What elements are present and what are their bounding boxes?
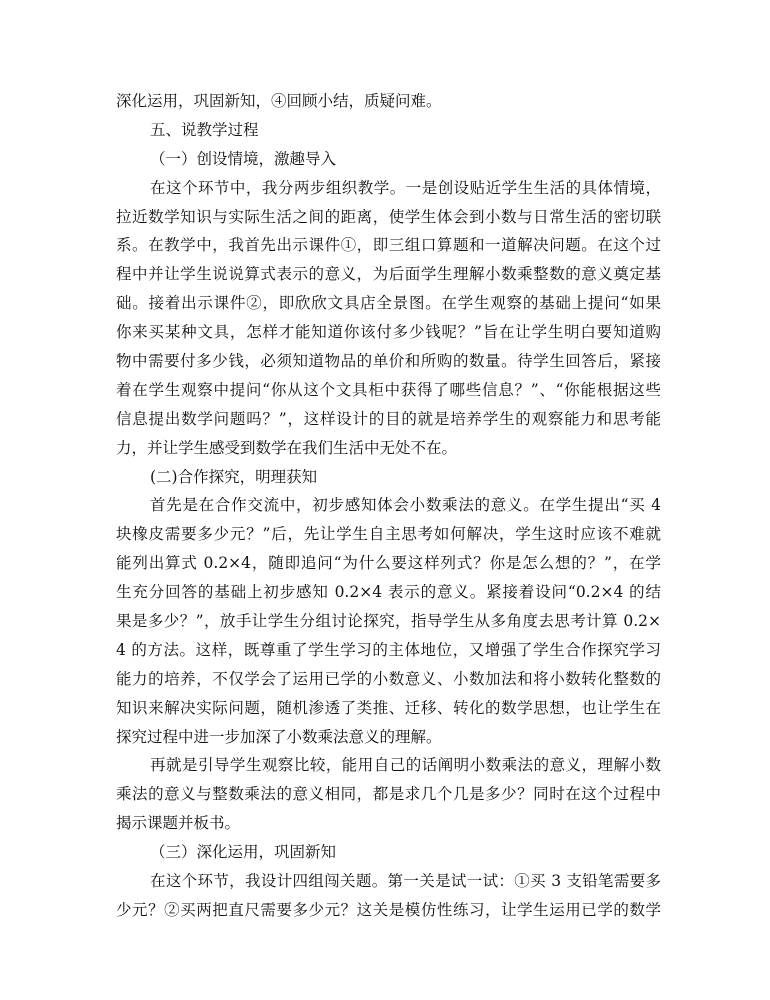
document-body xyxy=(116,87,661,925)
text-line: 块橡皮需要多少元？”后，先让学生自主思考如何解决，学生这时应该不难就 xyxy=(116,525,661,544)
text-line: 果是多少？”，放手让学生分组讨论探究，指导学生从多角度去思考计算 0.2× xyxy=(116,612,661,631)
subsection-heading: （三）深化运用，巩固新知 xyxy=(150,843,337,862)
text-line: 在这个环节，我设计四组闯关题。第一关是试一试：①买 3 支铅笔需要多 xyxy=(150,872,661,891)
text-line: 力，并让学生感受到数学在我们生活中无处不在。 xyxy=(116,438,458,457)
text-line: 4 的方法。这样，既尊重了学生学习的主体地位，又增强了学生合作探究学习 xyxy=(116,640,661,659)
subsection-heading: (二)合作探究，明理获知 xyxy=(150,467,318,486)
text-line: 物中需要付多少钱，必须知道物品的单价和所购的数量。待学生回答后，紧接 xyxy=(116,352,661,371)
text-line: 揭示课题并板书。 xyxy=(116,814,241,833)
text-line: 探究过程中进一步加深了小数乘法意义的理解。 xyxy=(116,727,442,746)
text-line: 在这个环节中，我分两步组织教学。一是创设贴近学生生活的具体情境， xyxy=(150,178,661,197)
text-line: 程中并让学生说说算式表示的意义，为后面学生理解小数乘整数的意义奠定基 xyxy=(116,265,661,284)
text-line: 信息提出数学问题吗？”，这样设计的目的就是培养学生的观察能力和思考能 xyxy=(116,409,661,428)
text-line: 着在学生观察中提问“你从这个文具柜中获得了哪些信息？”、“你能根据这些 xyxy=(116,380,661,399)
text-line: 础。接着出示课件②，即欣欣文具店全景图。在学生观察的基础上提问“如果 xyxy=(116,294,661,313)
text-line: 少元？②买两把直尺需要多少元？这关是模仿性练习，让学生运用已学的数学 xyxy=(116,900,661,919)
text-line: 你来买某种文具，怎样才能知道你该付多少钱呢？”旨在让学生明白要知道购 xyxy=(116,323,661,342)
section-heading: 五、说教学过程 xyxy=(150,120,259,139)
text-line: 拉近数学知识与实际生活之间的距离，使学生体会到小数与日常生活的密切联 xyxy=(116,207,661,226)
text-line: 乘法的意义与整数乘法的意义相同，都是求几个几是多少？同时在这个过程中 xyxy=(116,785,661,804)
text-line: 深化运用，巩固新知，④回顾小结，质疑问难。 xyxy=(116,92,442,110)
text-line: 能列出算式 0.2×4，随即追问“为什么要这样列式？你是怎么想的？”，在学 xyxy=(116,554,661,573)
text-line: 能力的培养，不仅学会了运用已学的小数意义、小数加法和将小数转化整数的 xyxy=(116,669,661,688)
text-line: 再就是引导学生观察比较，能用自己的话阐明小数乘法的意义，理解小数 xyxy=(150,756,661,775)
subsection-heading: （一）创设情境，激趣导入 xyxy=(150,149,337,168)
text-line: 知识来解决实际问题，随机渗透了类推、迁移、转化的数学思想，也让学生在 xyxy=(116,698,661,717)
text-line: 系。在教学中，我首先出示课件①，即三组口算题和一道解决问题。在这个过 xyxy=(116,236,661,255)
text-line: 生充分回答的基础上初步感知 0.2×4 表示的意义。紧接着设问“0.2×4 的结 xyxy=(116,583,661,602)
text-line: 首先是在合作交流中，初步感知体会小数乘法的意义。在学生提出“买 4 xyxy=(150,496,661,515)
